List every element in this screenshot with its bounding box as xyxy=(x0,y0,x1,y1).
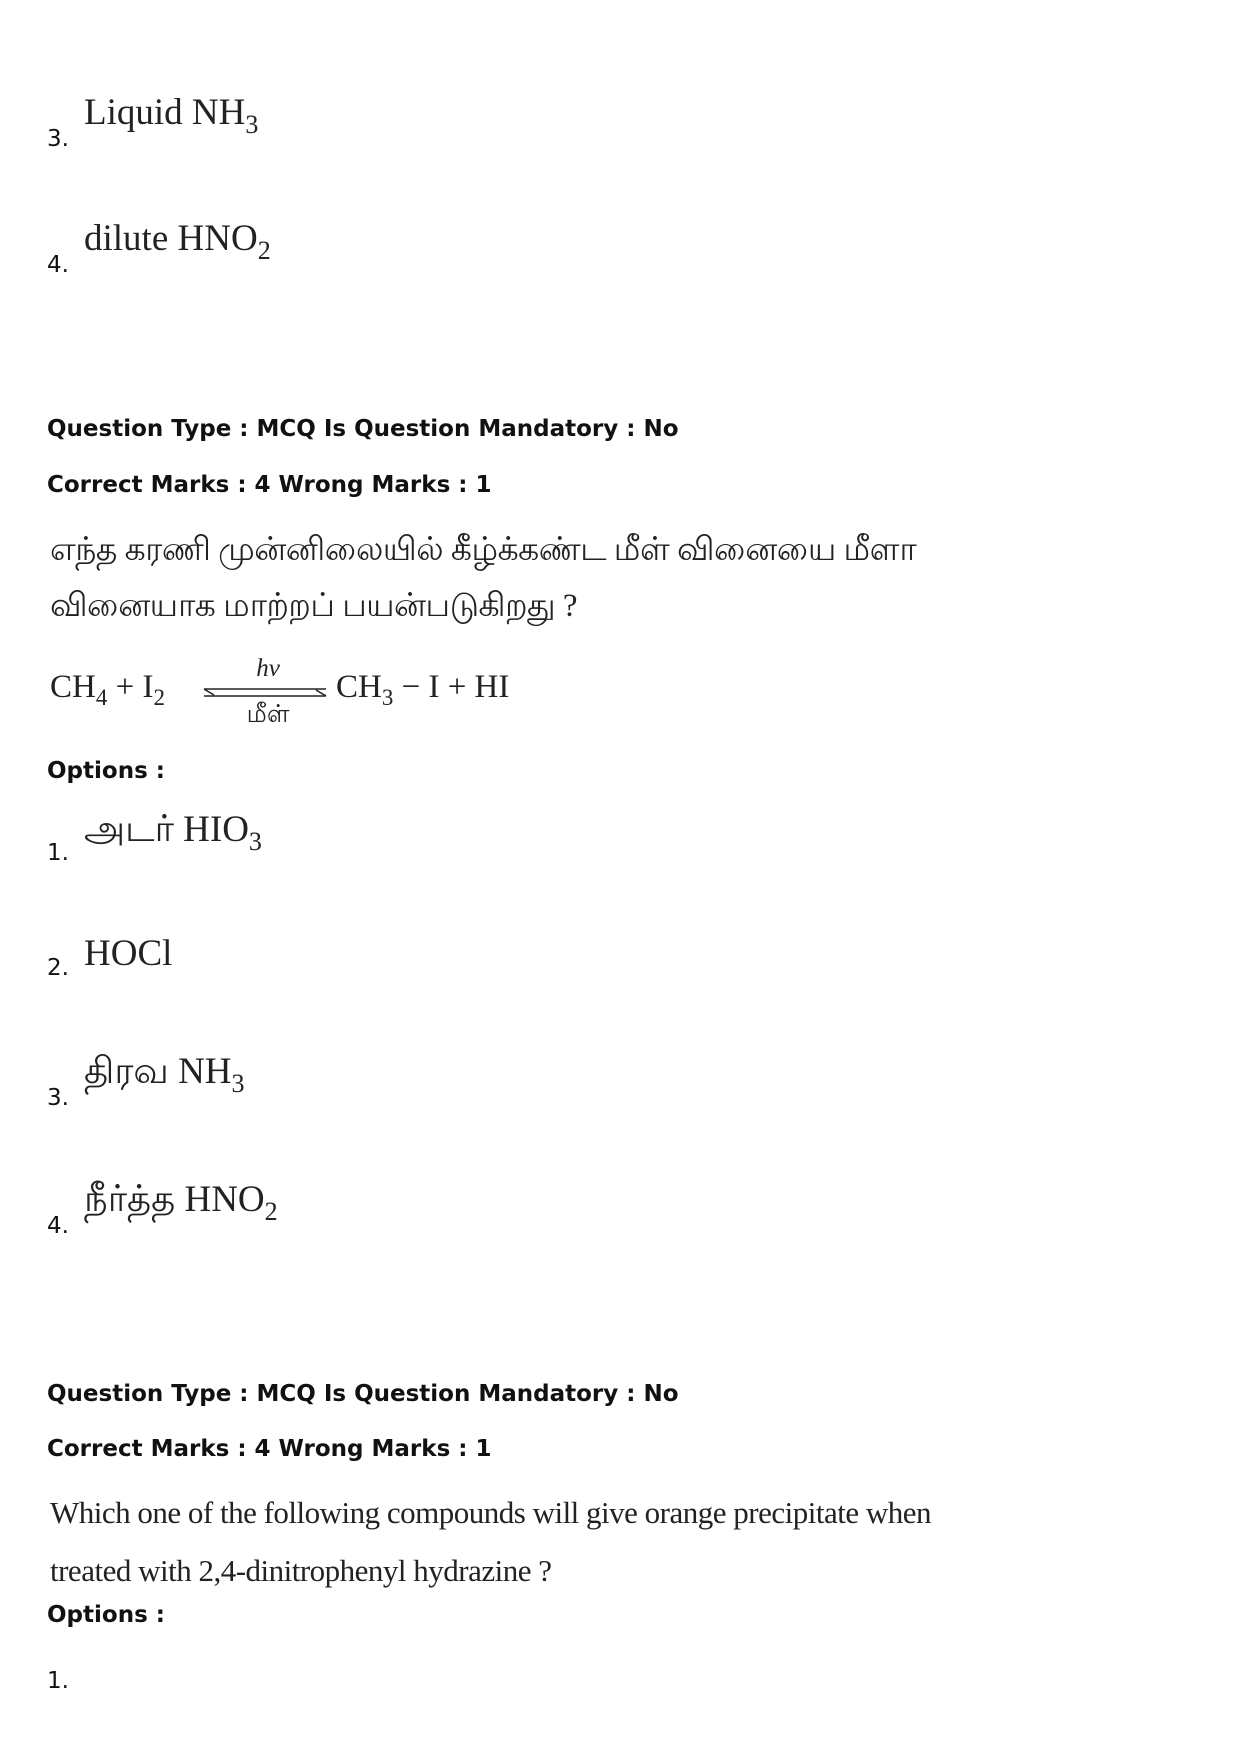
question-text: Which one of the following compounds will give orange precipitate when treated with 2,4-dinitrophenyl hydrazine ? xyxy=(50,1495,931,1588)
question-type-line: Question Type : MCQ Is Question Mandatory : No xyxy=(47,416,679,442)
option-text: HOCl xyxy=(84,933,173,974)
arrow-top-label: hν xyxy=(256,655,280,682)
option-text: நீர்த்த $HNO_2$ xyxy=(84,1179,278,1226)
reaction-equation xyxy=(50,655,510,745)
option-number: 4. xyxy=(47,252,69,278)
marks-line: Correct Marks : 4 Wrong Marks : 1 xyxy=(47,1436,492,1462)
option-number: 1. xyxy=(47,1668,69,1694)
option-number: 2. xyxy=(47,955,69,981)
option-text: திரவ $NH_3$ xyxy=(84,1051,245,1098)
option-number: 4. xyxy=(47,1213,69,1239)
option-text: Liquid $NH_3$ xyxy=(84,92,259,139)
equation-lhs: $CH_4 + I_2$ xyxy=(50,669,165,710)
option-number: 3. xyxy=(47,126,69,152)
option-text: dilute $HNO_2$ xyxy=(84,218,271,265)
option-number: 1. xyxy=(47,840,69,866)
equation-rhs: $CH_3 - I$ + HI xyxy=(336,669,510,710)
option-number: 3. xyxy=(47,1085,69,1111)
arrow-bottom-label: மீள் xyxy=(246,701,290,728)
options-label: Options : xyxy=(47,1602,165,1628)
options-label: Options : xyxy=(47,758,165,784)
equilibrium-arrow-icon xyxy=(200,685,330,701)
question-text: எந்த கரணி முன்னிலையில் கீழ்க்கண்ட மீள் வினையை மீளா வினையாக மாற்றப் பயன்படுகிறது ? xyxy=(50,532,917,624)
option-text: அடர் $HIO_3$ xyxy=(84,809,262,856)
question-type-line: Question Type : MCQ Is Question Mandatory : No xyxy=(47,1381,679,1407)
marks-line: Correct Marks : 4 Wrong Marks : 1 xyxy=(47,472,492,498)
